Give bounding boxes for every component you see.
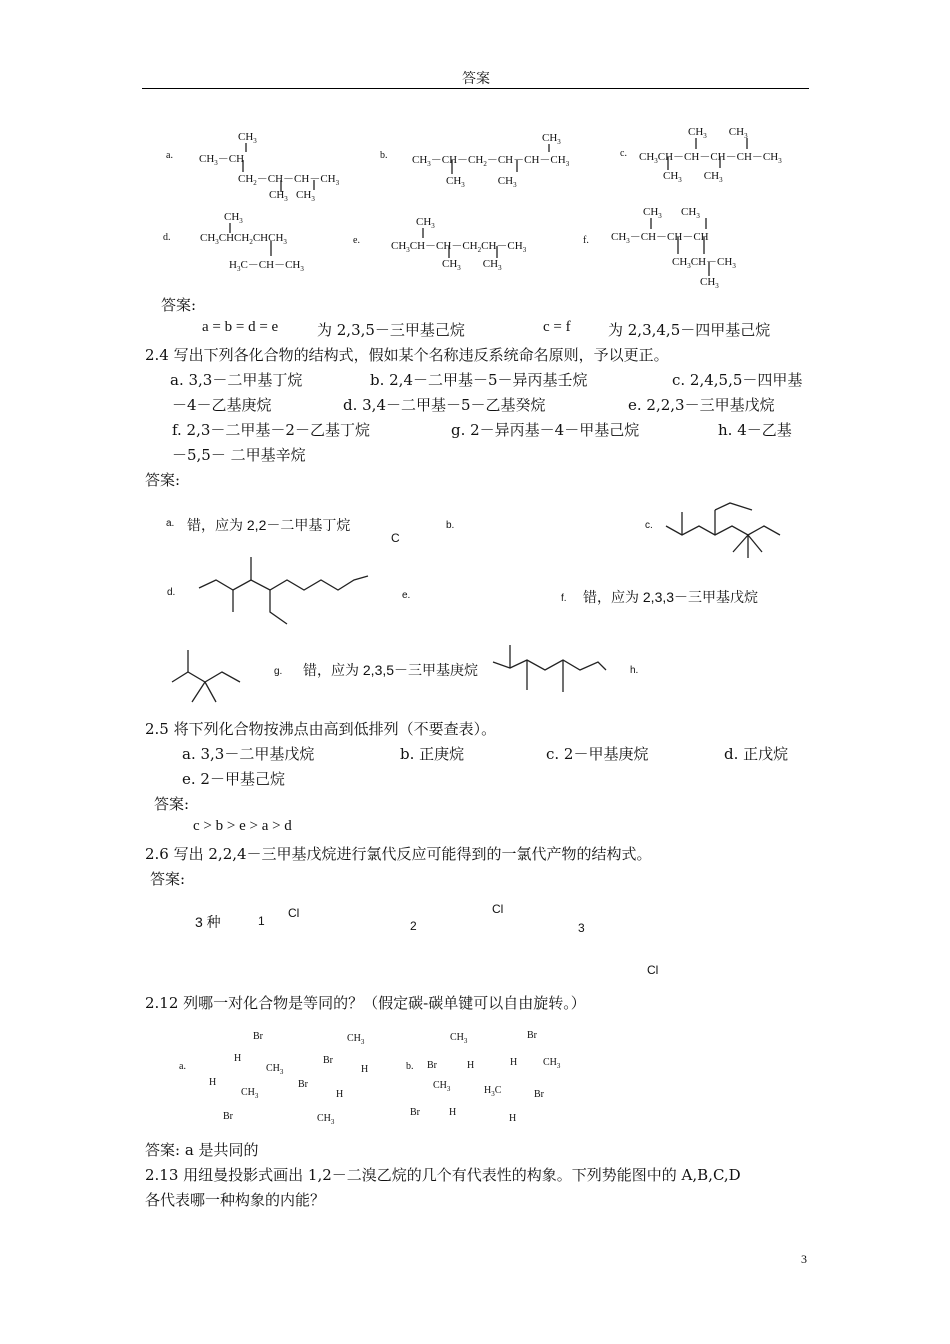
q25-d: d. 正戊烷 bbox=[724, 745, 789, 763]
struct-label-a: a. bbox=[166, 150, 173, 161]
q213-line2: 各代表哪一种构象的内能？ bbox=[145, 1191, 326, 1209]
q212-b-label: b. bbox=[406, 1061, 414, 1072]
struct-c-bottom: $CH_3$ $CH_3$ bbox=[663, 170, 723, 185]
struct-f-row2: $CH_3CH-CH_3$ bbox=[672, 256, 736, 271]
s26-answer-label: 答案: bbox=[150, 870, 186, 888]
struct-label-b: b. bbox=[380, 150, 388, 161]
a24-a-text: 错，应为 2,2－二甲基丁烷 bbox=[187, 517, 351, 533]
na-br2: Br bbox=[223, 1111, 233, 1122]
skeleton-c-chain bbox=[666, 526, 780, 535]
na-br3: Br bbox=[323, 1055, 333, 1066]
nb-br4: Br bbox=[534, 1089, 544, 1100]
s24-answer-label: 答案: bbox=[145, 471, 181, 489]
struct-b-top: $CH_3$ bbox=[542, 132, 561, 147]
na-ch3-3: $CH_3$ bbox=[347, 1033, 365, 1046]
s25-answer-label: 答案: bbox=[154, 795, 190, 813]
struct-e-bottom: $CH_3$ $CH_3$ bbox=[442, 258, 502, 273]
q25-a: a. 3,3－二甲基戊烷 bbox=[182, 745, 315, 763]
s23-ans-group1: a = b = d = e bbox=[202, 319, 279, 335]
q25-b: b. 正庚烷 bbox=[400, 745, 465, 763]
struct-label-e: e. bbox=[353, 235, 360, 246]
q25-c: c. 2－甲基庚烷 bbox=[546, 745, 649, 763]
struct-label-f: f. bbox=[583, 235, 589, 246]
skeleton-c-m5 bbox=[748, 535, 762, 552]
s25-answer: c > b > e > a > d bbox=[193, 818, 292, 834]
a24-a-label: a. bbox=[166, 518, 175, 529]
skeleton-g-m3 bbox=[205, 682, 216, 702]
a24-c-label: c. bbox=[645, 520, 653, 531]
struct-f-row: $CH_3-CH-CH-CH$ bbox=[611, 231, 709, 246]
struct-c-top: $CH_3$ $CH_3$ bbox=[688, 126, 748, 141]
nb-br3: Br bbox=[527, 1030, 537, 1041]
q24-c: c. 2,4,5,5－四甲基 bbox=[672, 371, 803, 389]
struct-a-bottom: $CH_3$ $CH_3$ bbox=[269, 189, 315, 204]
a24-f-label: f. bbox=[561, 593, 567, 604]
a24-g-text: 错，应为 2,3,5－三甲基庚烷 bbox=[303, 662, 479, 678]
struct-f-bottom: $CH_3$ bbox=[700, 276, 719, 291]
nb-br1: Br bbox=[427, 1060, 437, 1071]
struct-d-bottom: $H_3C-CH-CH_3$ bbox=[229, 259, 304, 274]
nb-ch3-2: $CH_3$ bbox=[433, 1080, 451, 1093]
s23-ans-group2: c = f bbox=[543, 319, 571, 335]
na-h3: H bbox=[361, 1064, 369, 1075]
q213-line1: 2.13 用纽曼投影式画出 1,2－二溴乙烷的几个有代表性的构象。下列势能图中的 A,B,C,D bbox=[145, 1166, 741, 1184]
struct-d-top: $CH_3$ bbox=[224, 211, 243, 226]
struct-a-top-ch3: $CH_3$ bbox=[238, 131, 257, 146]
q24-text: 2.4 写出下列各化合物的结构式，假如某个名称违反系统命名原则，予以更正。 bbox=[145, 346, 669, 364]
skeleton-d-ethyl bbox=[270, 590, 287, 624]
q26-text: 2.6 写出 2,2,4－三甲基戊烷进行氯代反应可能得到的一氯代产物的结构式。 bbox=[145, 845, 652, 863]
s26-n2: 2 bbox=[410, 919, 417, 933]
q212-text: 2.12 列哪一对化合物是等同的？（假定碳-碳单键可以自由旋转。） bbox=[145, 994, 586, 1012]
s26-count: 3 种 bbox=[195, 914, 221, 930]
q24-h: h. 4－乙基 bbox=[718, 421, 792, 439]
struct-label-c: c. bbox=[620, 148, 627, 159]
struct-label-d: d. bbox=[163, 232, 171, 243]
nb-h1: H bbox=[467, 1060, 475, 1071]
s26-n3: 3 bbox=[578, 921, 585, 935]
nb-ch3-3: $CH_3$ bbox=[543, 1057, 561, 1070]
a24-f-text: 错，应为 2,3,3－三甲基戊烷 bbox=[583, 589, 759, 605]
q24-h-cont: －5,5－ 二甲基辛烷 bbox=[172, 446, 306, 464]
skeleton-g-chain bbox=[172, 672, 240, 682]
s26-cl3: Cl bbox=[647, 963, 659, 977]
struct-a-row1: $CH_3-CH$ bbox=[199, 153, 245, 168]
skeleton-g-m2 bbox=[192, 682, 205, 702]
s23-answer-label: 答案: bbox=[161, 296, 197, 314]
skeleton-d-chain bbox=[199, 576, 368, 590]
a24-b-label: b. bbox=[446, 520, 455, 531]
q25-e: e. 2－甲基己烷 bbox=[182, 770, 285, 788]
a24-c-char: C bbox=[391, 531, 400, 545]
a24-d-label: d. bbox=[167, 587, 176, 598]
q24-e: e. 2,2,3－三甲基戊烷 bbox=[628, 396, 775, 414]
a24-h-label: h. bbox=[630, 665, 639, 676]
q25-text: 2.5 将下列化合物按沸点由高到低排列（不要查表）。 bbox=[145, 720, 497, 738]
na-ch3-4: $CH_3$ bbox=[317, 1113, 335, 1126]
page-number: 3 bbox=[801, 1252, 807, 1266]
nb-h3c: $H_3C$ bbox=[484, 1085, 502, 1098]
struct-b-bottom: $CH_3$ $CH_3$ bbox=[446, 175, 517, 190]
na-h1: H bbox=[234, 1053, 242, 1064]
s26-cl1: Cl bbox=[288, 906, 300, 920]
q24-f: f. 2,3－二甲基－2－乙基丁烷 bbox=[172, 421, 370, 439]
struct-e-top: $CH_3$ bbox=[416, 216, 435, 231]
q212-a-label: a. bbox=[179, 1061, 186, 1072]
s23-ans-name2: 为 2,3,4,5－四甲基己烷 bbox=[608, 321, 771, 339]
nb-h4: H bbox=[509, 1113, 517, 1124]
skeleton-c-ethyl bbox=[715, 503, 752, 510]
na-ch3-2: $CH_3$ bbox=[241, 1087, 259, 1100]
s23-ans-name1: 为 2,3,5－三甲基己烷 bbox=[317, 321, 465, 339]
nb-br2: Br bbox=[410, 1107, 420, 1118]
skeleton-c-m4 bbox=[733, 535, 748, 552]
na-h2: H bbox=[209, 1077, 217, 1088]
na-br4: Br bbox=[298, 1079, 308, 1090]
q24-g: g. 2－异丙基－4－甲基己烷 bbox=[451, 421, 640, 439]
nb-h2: H bbox=[449, 1107, 457, 1118]
na-br1: Br bbox=[253, 1031, 263, 1042]
nb-ch3-1: $CH_3$ bbox=[450, 1032, 468, 1045]
struct-c-row: $CH_3CH-CH-CH-CH-CH_3$ bbox=[639, 151, 782, 166]
page-header-title: 答案 bbox=[462, 72, 490, 87]
s26-cl2: Cl bbox=[492, 902, 504, 916]
q24-c-cont: －4－乙基庚烷 bbox=[172, 396, 272, 414]
na-ch3-1: $CH_3$ bbox=[266, 1063, 284, 1076]
struct-f-top: $CH_3$ $CH_3$ bbox=[643, 206, 700, 221]
q24-a: a. 3,3－二甲基丁烷 bbox=[170, 371, 303, 389]
a24-e-label: e. bbox=[402, 590, 411, 601]
q24-b: b. 2,4－二甲基－5－异丙基壬烷 bbox=[370, 371, 588, 389]
s212-answer: 答案: a 是共同的 bbox=[145, 1141, 259, 1159]
nb-h3: H bbox=[510, 1057, 518, 1068]
struct-b-row: $CH_3-CH-CH_2-CH-CH-CH_3$ bbox=[412, 154, 570, 169]
struct-d-row: $CH_3CHCH_2CHCH_3$ bbox=[200, 232, 287, 247]
q24-d: d. 3,4－二甲基－5－乙基癸烷 bbox=[343, 396, 546, 414]
a24-g-label: g. bbox=[274, 666, 283, 677]
na-h4: H bbox=[336, 1089, 344, 1100]
struct-e-row: $CH_3CH-CH-CH_2CH-CH_3$ bbox=[391, 240, 527, 255]
struct-a-row2: $CH_2-CH-CH-CH_3$ bbox=[238, 173, 340, 188]
s26-n1: 1 bbox=[258, 914, 265, 928]
